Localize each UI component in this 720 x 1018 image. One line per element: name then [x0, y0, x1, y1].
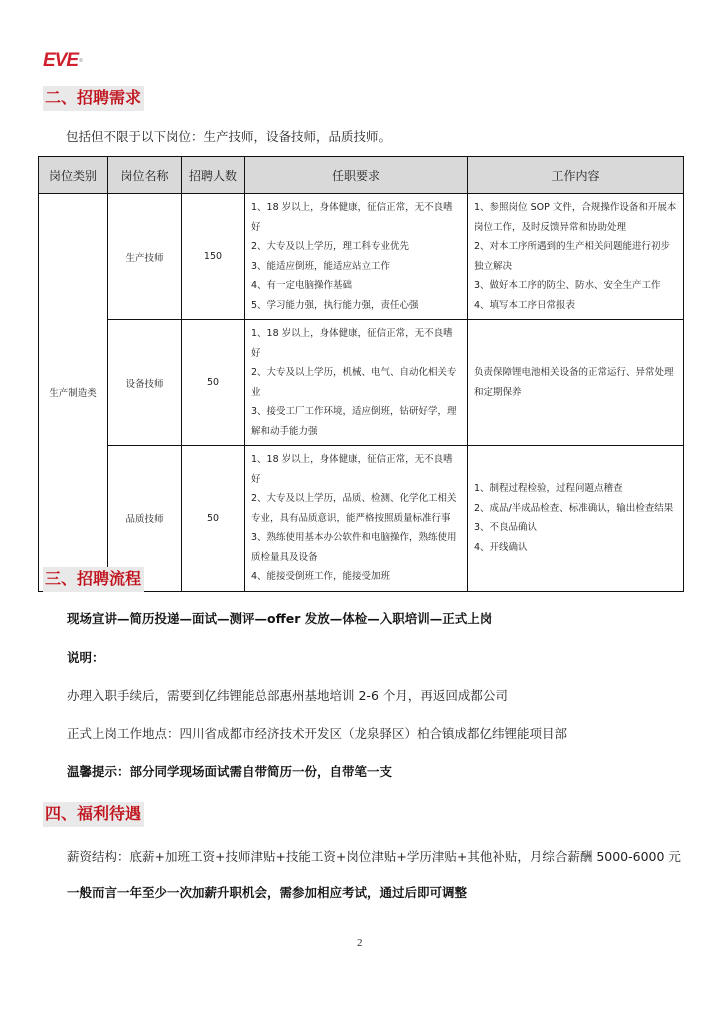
duty-item: 4、开线确认 [474, 541, 528, 553]
requirement-item: 5、学习能力强，执行能力强，责任心强 [251, 299, 419, 311]
requirements-cell [245, 194, 468, 320]
count-cell: 150 [182, 194, 245, 320]
header-position: 岗位名称 [108, 157, 182, 194]
duty-item: 2、成品/半成品检查、标准确认，输出检查结果 [474, 502, 674, 514]
duty-item: 负责保障锂电池相关设备的正常运行、异常处理和定期保养 [474, 367, 674, 398]
table-header-row [39, 157, 684, 194]
requirement-item: 4、有一定电脑操作基础 [251, 280, 353, 291]
page-number: 2 [357, 937, 363, 949]
section-title-benefits: 四、福利待遇 [43, 802, 144, 827]
salary-structure: 薪资结构：底薪+加班工资+技师津贴+技能工资+岗位津贴+学历津贴+其他补贴，月综合薪酬 5000-6000 元 [67, 849, 681, 864]
requirement-item: 1、18 岁以上，身体健康，征信正常，无不良嗜好 [251, 328, 453, 359]
requirement-item: 4、能接受倒班工作，能接受加班 [251, 571, 391, 582]
note-label: 说明： [67, 650, 105, 665]
registered-mark: ® [79, 58, 82, 64]
duty-item: 3、不良品确认 [474, 522, 538, 534]
requirement-item: 3、接受工厂工作环境，适应倒班，钻研好学，理解和动手能力强 [251, 406, 457, 437]
raise-note: 一般而言一年至少一次加薪升职机会，需参加相应考试，通过后即可调整 [67, 885, 468, 900]
logo-text: EVE [43, 50, 79, 71]
count-cell: 50 [182, 446, 245, 592]
position-cell: 设备技师 [108, 320, 182, 446]
requirement-item: 1、18 岁以上，身体健康，征信正常，无不良嗜好 [251, 202, 453, 233]
training-note: 办理入职手续后，需要到亿纬锂能总部惠州基地培训 2-6 个月，再返回成都公司 [67, 688, 508, 703]
section-title-recruitment-needs: 二、招聘需求 [43, 86, 144, 111]
tip-note: 温馨提示：部分同学现场面试需自带简历一份，自带笔一支 [67, 764, 393, 779]
duty-item: 1、参照岗位 SOP 文件，合规操作设备和开展本岗位工作，及时反馈异常和协助处理 [474, 202, 677, 233]
count-cell: 50 [182, 320, 245, 446]
table-row [39, 194, 684, 320]
duty-item: 4、填写本工序日常报表 [474, 299, 576, 311]
table-row [39, 320, 684, 446]
header-count: 招聘人数 [182, 157, 245, 194]
duty-item: 2、对本工序所遇到的生产相关问题能进行初步独立解决 [474, 241, 671, 272]
requirement-item: 2、大专及以上学历，机械、电气、自动化相关专业 [251, 367, 457, 398]
duties-cell [468, 194, 684, 320]
duties-cell [468, 446, 684, 592]
job-table [38, 156, 684, 592]
header-requirements: 任职要求 [245, 157, 468, 194]
requirement-item: 3、熟练使用基本办公软件和电脑操作，熟练使用质检量具及设备 [251, 532, 457, 563]
header-duties: 工作内容 [468, 157, 684, 194]
position-cell: 生产技师 [108, 194, 182, 320]
positions-intro: 包括但不限于以下岗位：生产技师，设备技师，品质技师。 [66, 129, 392, 144]
requirements-cell [245, 320, 468, 446]
requirement-item: 1、18 岁以上，身体健康，征信正常，无不良嗜好 [251, 454, 453, 485]
duty-item: 3、做好本工序的防尘、防水、安全生产工作 [474, 280, 661, 291]
process-flow: 现场宣讲—简历投递—面试—测评—offer 发放—体检—入职培训—正式上岗 [67, 611, 493, 626]
work-location: 正式上岗工作地点：四川省成都市经济技术开发区（龙泉驿区）柏合镇成都亿纬锂能项目部 [67, 726, 568, 741]
section-title-recruitment-process: 三、招聘流程 [43, 567, 144, 592]
category-cell: 生产制造类 [39, 194, 108, 592]
requirement-item: 2、大专及以上学历，品质、检测、化学化工相关专业，具有品质意识，能严格按照质量标准行事 [251, 493, 457, 524]
position-cell: 品质技师 [108, 446, 182, 592]
header-category: 岗位类别 [39, 157, 108, 194]
duty-item: 1、制程过程检验，过程问题点稽查 [474, 483, 623, 495]
requirement-item: 2、大专及以上学历，理工科专业优先 [251, 241, 410, 252]
requirement-item: 3、能适应倒班，能适应站立工作 [251, 260, 391, 272]
eve-logo [43, 51, 82, 71]
requirements-cell [245, 446, 468, 592]
duties-cell [468, 320, 684, 446]
